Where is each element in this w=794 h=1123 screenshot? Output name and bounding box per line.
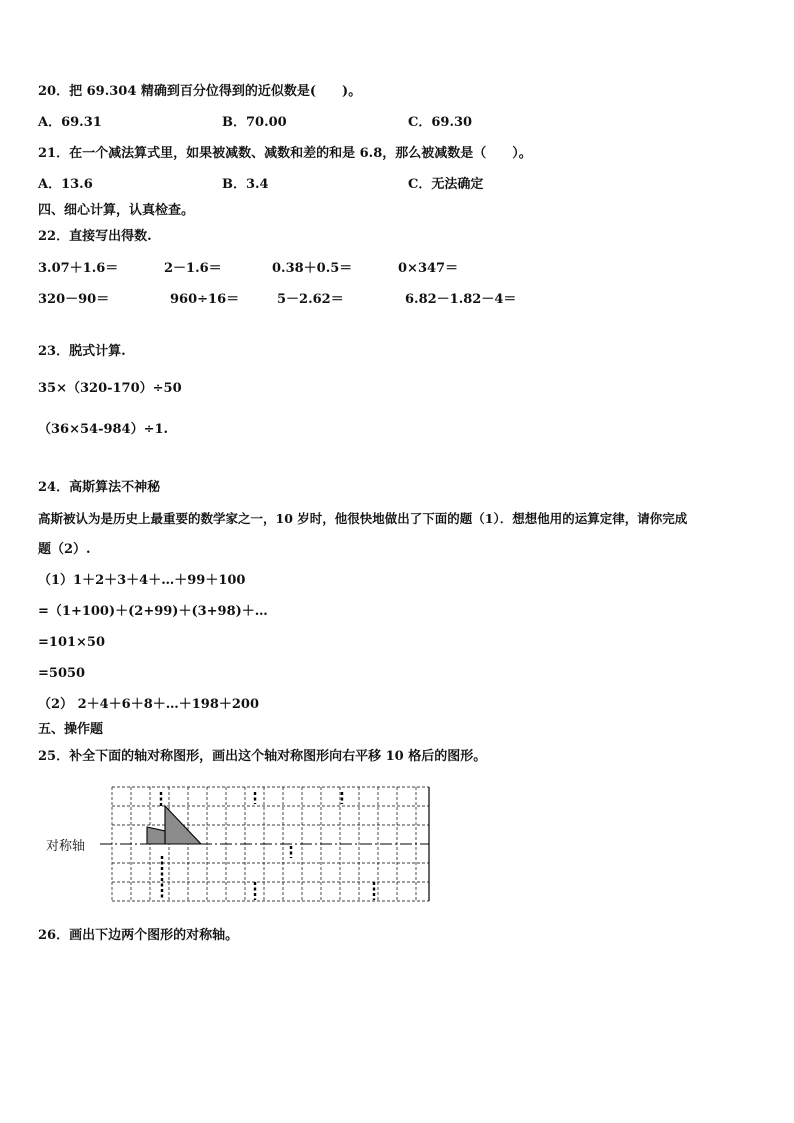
q22-stem: 22．直接写出得数. bbox=[38, 229, 152, 244]
section-5-heading: 五、操作题 bbox=[38, 722, 104, 737]
q21-stem: 21．在一个减法算式里，如果被减数、减数和差的和是 6.8，那么被减数是（ ）。 bbox=[38, 146, 532, 161]
q24-step-2: =（1+100)＋(2+99)＋(3+98)＋… bbox=[38, 604, 268, 619]
q25-stem: 25．补全下面的轴对称图形，画出这个轴对称图形向右平移 10 格后的图形。 bbox=[38, 749, 487, 764]
q20-stem: 20．把 69.304 精确到百分位得到的近似数是( )。 bbox=[38, 84, 362, 99]
q20-option-b: B．70.00 bbox=[222, 115, 287, 130]
q21-option-a: A．13.6 bbox=[38, 177, 93, 192]
q24-part-2: （2） 2＋4＋6＋8＋…＋198＋200 bbox=[38, 697, 260, 712]
q22-item-5: 320－90＝ bbox=[38, 292, 110, 307]
q22-item-2: 2－1.6＝ bbox=[164, 261, 222, 276]
q23-stem: 23．脱式计算. bbox=[38, 344, 126, 359]
q24-step-4: =5050 bbox=[38, 666, 86, 681]
q24-paragraph-line-2: 题（2）. bbox=[38, 542, 91, 557]
q23-expression-2: （36×54-984）÷1. bbox=[38, 422, 169, 437]
q22-item-7: 5－2.62＝ bbox=[277, 292, 344, 307]
shaded-triangle-shape bbox=[165, 806, 201, 844]
bold-dashed-markers bbox=[161, 792, 374, 900]
q22-item-1: 3.07＋1.6＝ bbox=[38, 261, 119, 276]
q22-item-8: 6.82－1.82－4＝ bbox=[405, 292, 517, 307]
q20-option-a: A．69.31 bbox=[38, 115, 102, 130]
q20-option-c: C．69.30 bbox=[408, 115, 473, 130]
q23-expression-1: 35×（320-170）÷50 bbox=[38, 381, 182, 396]
q21-option-b: B．3.4 bbox=[222, 177, 269, 192]
q24-step-3: =101×50 bbox=[38, 635, 106, 650]
q26-stem: 26．画出下边两个图形的对称轴。 bbox=[38, 928, 239, 943]
q24-paragraph-line-1: 高斯被认为是历史上最重要的数学家之一，10 岁时，他很快地做出了下面的题（1）．想想他用的运算定律，请你完成 bbox=[38, 511, 688, 526]
q22-item-4: 0×347＝ bbox=[398, 261, 459, 276]
q21-option-c: C．无法确定 bbox=[408, 177, 484, 192]
symmetry-grid-diagram bbox=[100, 784, 440, 906]
q24-stem: 24．高斯算法不神秘 bbox=[38, 480, 161, 495]
section-4-heading: 四、细心计算，认真检查。 bbox=[38, 203, 195, 218]
shaded-step-shape bbox=[147, 827, 165, 844]
q24-step-1: （1）1＋2＋3＋4＋…＋99＋100 bbox=[38, 573, 246, 588]
symmetry-axis-label: 对称轴 bbox=[46, 839, 86, 854]
q22-item-6: 960÷16＝ bbox=[170, 292, 240, 307]
q22-item-3: 0.38＋0.5＝ bbox=[272, 261, 353, 276]
